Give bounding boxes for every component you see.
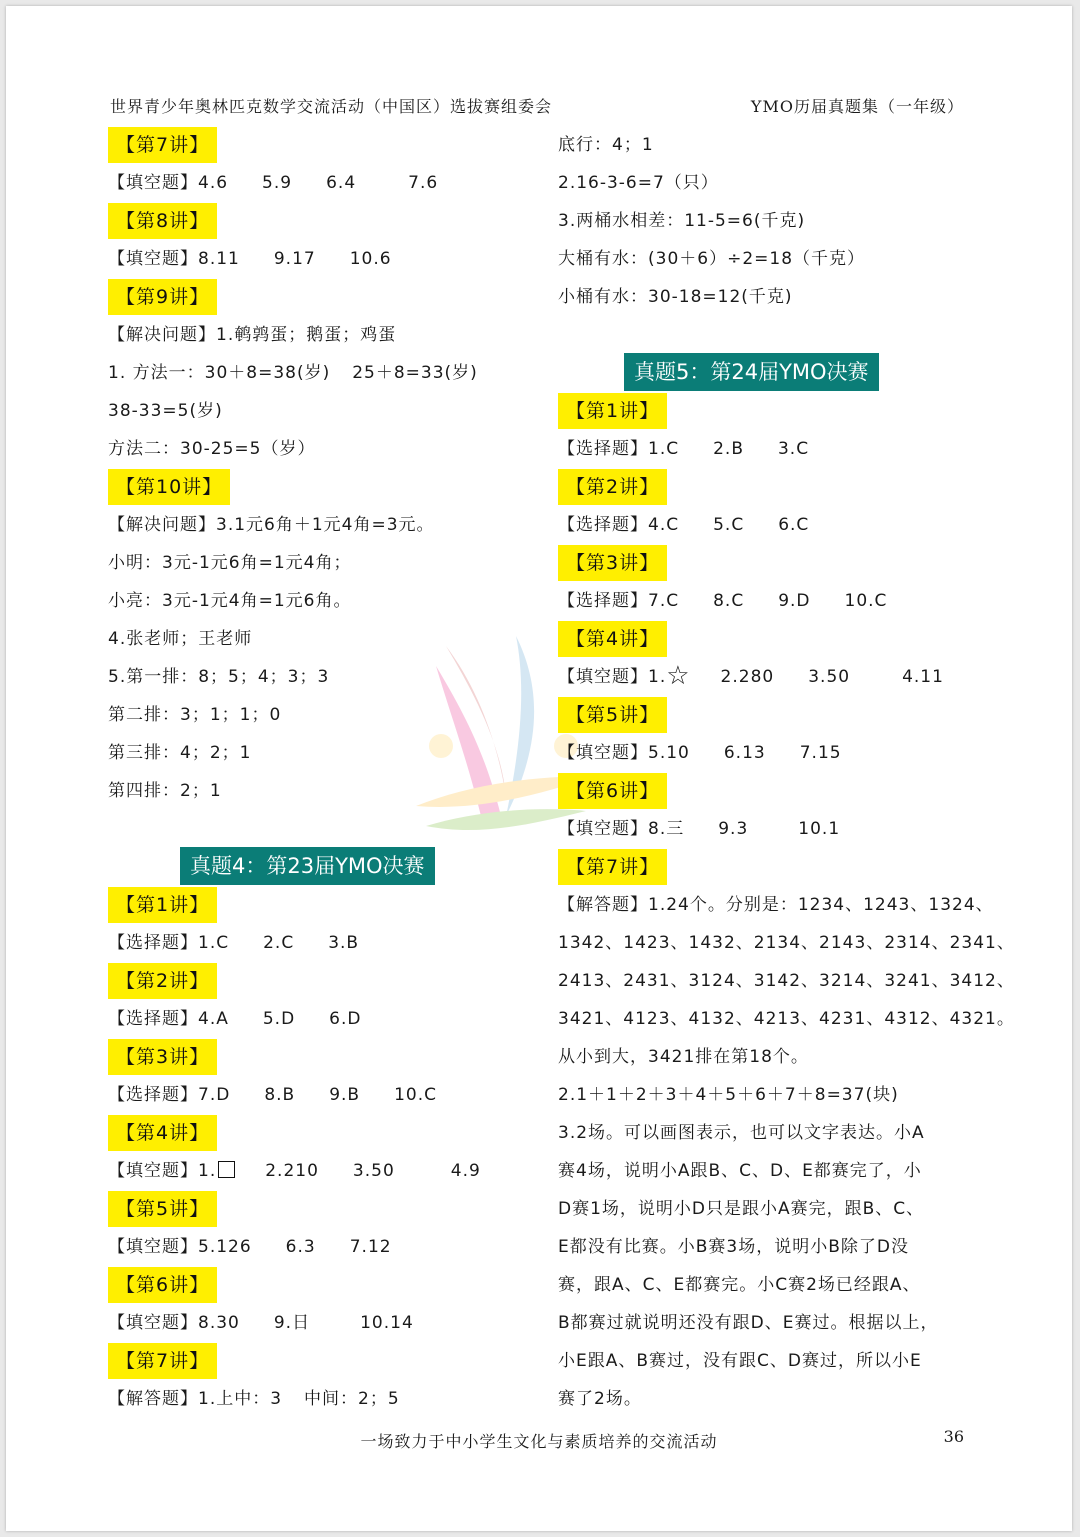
- answer-row: 【填空题】1.☆ 2.280 3.50 4.11: [558, 661, 944, 691]
- section-heading: 【第1讲】: [108, 887, 217, 923]
- header-right: YMO历届真题集（一年级）: [750, 97, 964, 116]
- text-line: 第三排：4；2；1: [108, 743, 252, 763]
- section-heading: 【第7讲】: [108, 1343, 217, 1379]
- left-column: [108, 126, 548, 1418]
- square-icon: [218, 1161, 235, 1178]
- section-heading: 【第4讲】: [108, 1115, 217, 1151]
- text-line: 小桶有水：30-18=12(千克): [558, 287, 793, 307]
- answer-row: 【选择题】4.C 5.C 6.C: [558, 515, 810, 535]
- section-heading: 【第5讲】: [558, 697, 667, 733]
- text-line: 第四排：2；1: [108, 781, 222, 801]
- answer-row: 【填空题】8.三 9.3 10.1: [558, 819, 841, 839]
- answer-row: 【选择题】1.C 2.C 3.B: [108, 933, 360, 953]
- text-line: 小亮：3元-1元4角=1元6角。: [108, 591, 352, 611]
- answer-row: 【填空题】5.126 6.3 7.12: [108, 1237, 392, 1257]
- text-line: 【解决问题】1.鹌鹑蛋；鹅蛋；鸡蛋: [108, 325, 397, 345]
- section-heading: 【第5讲】: [108, 1191, 217, 1227]
- footer-slogan: 一场致力于中小学生文化与素质培养的交流活动: [360, 1432, 718, 1451]
- section-heading: 【第4讲】: [558, 621, 667, 657]
- section-heading: 【第10讲】: [108, 469, 230, 505]
- answer-row: 【填空题】8.30 9.日 10.14: [108, 1313, 414, 1333]
- section-heading: 【第2讲】: [108, 963, 217, 999]
- text-line: 2413、2431、3124、3142、3214、3241、3412、: [558, 971, 1015, 991]
- section-heading: 【第7讲】: [558, 849, 667, 885]
- text-line: 小E跟A、B赛过，没有跟C、D赛过，所以小E: [558, 1351, 922, 1371]
- section-heading: 【第2讲】: [558, 469, 667, 505]
- answer-row: 【填空题】5.10 6.13 7.15: [558, 743, 842, 763]
- text-line: 【解决问题】3.1元6角＋1元4角=3元。: [108, 515, 435, 535]
- text-line: 3.两桶水相差：11-5=6(千克): [558, 211, 806, 231]
- section-heading: 【第9讲】: [108, 279, 217, 315]
- section-heading: 【第6讲】: [558, 773, 667, 809]
- text-line: 【解答题】1.24个。分别是：1234、1243、1324、: [558, 895, 994, 915]
- text-line: 底行：4；1: [558, 135, 654, 155]
- section-heading: 【第8讲】: [108, 203, 217, 239]
- answer-row: 【选择题】1.C 2.B 3.C: [558, 439, 810, 459]
- section-heading: 【第1讲】: [558, 393, 667, 429]
- text-line: D赛1场，说明小D只是跟小A赛完，跟B、C、: [558, 1199, 925, 1219]
- page-number: 36: [943, 1427, 964, 1446]
- right-column: [558, 126, 1015, 1418]
- exam-banner: 真题4：第23届YMO决赛: [180, 847, 435, 885]
- section-heading: 【第7讲】: [108, 127, 217, 163]
- text-line: 2.1＋1＋2＋3＋4＋5＋6＋7＋8=37(块): [558, 1085, 899, 1105]
- document-page: [6, 6, 1072, 1531]
- text-line: 1342、1423、1432、2134、2143、2314、2341、: [558, 933, 1015, 953]
- answer-row: 【填空题】4.6 5.9 6.4 7.6: [108, 173, 439, 193]
- answer-row: 【解答题】1.上中：3 中间：2；5: [108, 1389, 400, 1409]
- answer-row: 【填空题】1. 2.210 3.50 4.9: [108, 1161, 481, 1181]
- section-heading: 【第3讲】: [108, 1039, 217, 1075]
- text-line: 赛4场，说明小A跟B、C、D、E都赛完了，小: [558, 1161, 922, 1181]
- answer-row: 【选择题】7.D 8.B 9.B 10.C: [108, 1085, 437, 1105]
- text-line: B都赛过就说明还没有跟D、E赛过。根据以上，: [558, 1313, 939, 1333]
- text-line: 赛了2场。: [558, 1389, 642, 1409]
- text-line: 38-33=5(岁): [108, 401, 223, 421]
- text-line: 大桶有水：(30＋6）÷2=18（千克）: [558, 249, 866, 269]
- text-line: 方法二：30-25=5（岁）: [108, 439, 316, 459]
- text-line: 3421、4123、4132、4213、4231、4312、4321。: [558, 1009, 1015, 1029]
- text-line: 小明：3元-1元6角=1元4角；: [108, 553, 352, 573]
- text-line: 5.第一排：8；5；4；3；3: [108, 667, 330, 687]
- text-line: 从小到大，3421排在第18个。: [558, 1047, 809, 1067]
- section-heading: 【第3讲】: [558, 545, 667, 581]
- star-icon: ☆: [666, 661, 691, 691]
- header-left: 世界青少年奥林匹克数学交流活动（中国区）选拔赛组委会: [110, 97, 553, 116]
- answer-row: 【选择题】7.C 8.C 9.D 10.C: [558, 591, 888, 611]
- answer-row: 【填空题】8.11 9.17 10.6: [108, 249, 392, 269]
- text-line: 第二排：3；1；1；0: [108, 705, 282, 725]
- exam-banner: 真题5：第24届YMO决赛: [624, 353, 879, 391]
- text-line: 3.2场。可以画图表示，也可以文字表达。小A: [558, 1123, 925, 1143]
- text-line: 4.张老师；王老师: [108, 629, 253, 649]
- text-line: 赛，跟A、C、E都赛完。小C赛2场已经跟A、: [558, 1275, 921, 1295]
- answer-row: 【选择题】4.A 5.D 6.D: [108, 1009, 362, 1029]
- section-heading: 【第6讲】: [108, 1267, 217, 1303]
- text-line: E都没有比赛。小B赛3场，说明小B除了D没: [558, 1237, 909, 1257]
- text-line: 2.16-3-6=7（只）: [558, 173, 719, 193]
- answer-row: 1. 方法一：30＋8=38(岁) 25＋8=33(岁): [108, 363, 478, 383]
